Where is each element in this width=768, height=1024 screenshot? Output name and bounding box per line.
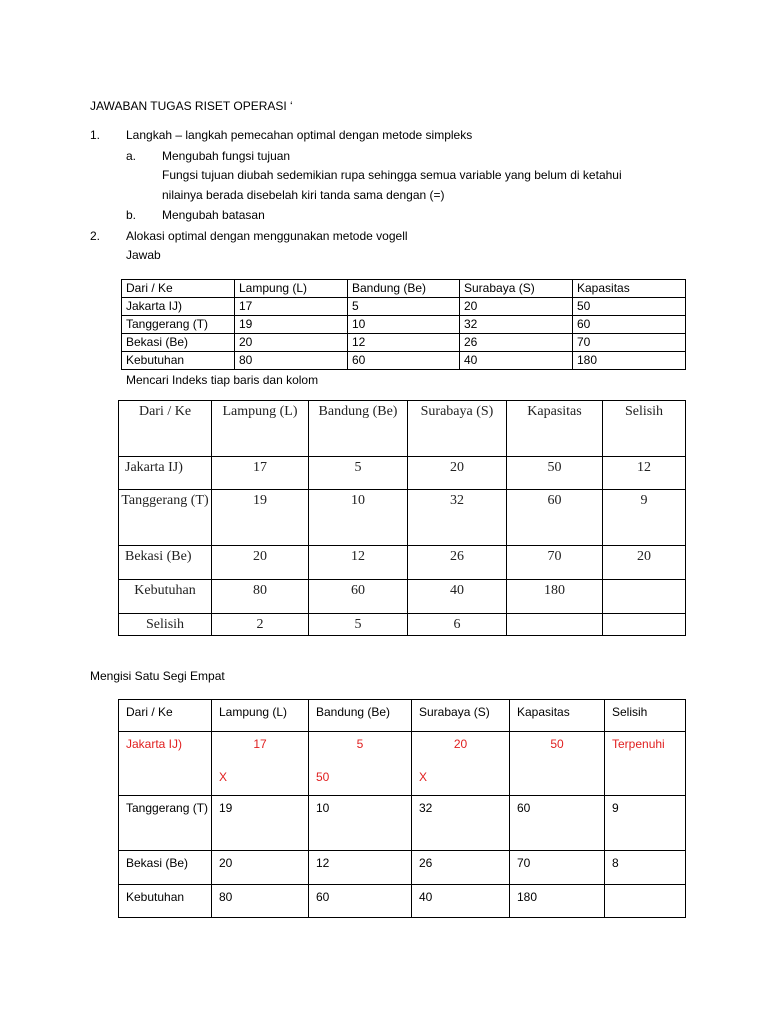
table-cell: 6 — [408, 614, 507, 636]
table-cell: 26 — [412, 851, 510, 885]
header-cell: Kapasitas — [510, 700, 605, 732]
table-cell: 40 — [460, 352, 573, 370]
table-cell: 9 — [603, 490, 686, 546]
table-header-row — [119, 401, 686, 457]
jawab-label: Jawab — [126, 248, 161, 262]
table-cell: Kebutuhan — [119, 580, 212, 614]
table-cell: 80 — [235, 352, 348, 370]
table-cell: 19 — [235, 316, 348, 334]
table-cell: Selisih — [119, 614, 212, 636]
table-cell — [605, 885, 686, 918]
table-cell: 19 — [212, 796, 309, 851]
table-cell — [603, 614, 686, 636]
table-row — [119, 490, 686, 546]
table-cell: 10 — [309, 796, 412, 851]
table-cell: 5 — [348, 298, 460, 316]
table-cell: 5 — [309, 457, 408, 490]
table-cell: 12 — [603, 457, 686, 490]
table-cell: 20 — [408, 457, 507, 490]
header-cell: Lampung (L) — [212, 401, 309, 457]
cell-value: 17 — [253, 737, 267, 751]
table-cell: Kebutuhan — [119, 885, 212, 918]
cell-value: 20 — [453, 737, 468, 751]
table-cell: Kebutuhan — [122, 352, 235, 370]
table-cell: 9 — [605, 796, 686, 851]
header-cell: Bandung (Be) — [348, 280, 460, 298]
header-cell: Dari / Ke — [119, 700, 212, 732]
table-cell: 32 — [460, 316, 573, 334]
table-cell: 70 — [510, 851, 605, 885]
table-cell: 17 — [235, 298, 348, 316]
table-cell: 60 — [507, 490, 603, 546]
table-cell: Tanggerang (T) — [119, 490, 212, 546]
table-cell: Tanggerang (T) — [122, 316, 235, 334]
table-cell: 70 — [507, 546, 603, 580]
table-cell: 26 — [408, 546, 507, 580]
header-cell: Dari / Ke — [122, 280, 235, 298]
table-cell: 32 — [408, 490, 507, 546]
section-subtitle-fill: Mengisi Satu Segi Empat — [90, 669, 225, 683]
header-cell: Bandung (Be) — [309, 401, 408, 457]
table-cell: 80 — [212, 885, 309, 918]
table-cell — [412, 732, 510, 796]
table-row — [122, 334, 686, 352]
header-cell: Selisih — [603, 401, 686, 457]
header-cell: Lampung (L) — [212, 700, 309, 732]
header-cell: Bandung (Be) — [309, 700, 412, 732]
index-table — [118, 400, 686, 636]
x-mark: X — [419, 770, 428, 784]
table-cell: 40 — [412, 885, 510, 918]
table-cell: 180 — [510, 885, 605, 918]
table-row — [119, 796, 686, 851]
table-cell: 8 — [605, 851, 686, 885]
table-cell — [212, 732, 309, 796]
table-cell: 26 — [460, 334, 573, 352]
table-cell: Bekasi (Be) — [119, 546, 212, 580]
table-cell: 10 — [309, 490, 408, 546]
item-a-text: Mengubah fungsi tujuan — [162, 149, 291, 163]
paragraph-line-2: nilainya berada disebelah kiri tanda sama dengan (=) — [162, 188, 445, 202]
table-cell: Bekasi (Be) — [119, 851, 212, 885]
item-a-number: a. — [126, 149, 137, 163]
table-cell: 50 — [507, 457, 603, 490]
header-cell: Kapasitas — [573, 280, 686, 298]
table-row — [122, 352, 686, 370]
table-cell: 19 — [212, 490, 309, 546]
header-cell: Selisih — [605, 700, 686, 732]
table-row — [119, 580, 686, 614]
header-cell: Lampung (L) — [235, 280, 348, 298]
item-1-text: Langkah – langkah pemecahan optimal dengan metode simpleks — [126, 128, 473, 142]
table-cell — [507, 614, 603, 636]
table-cell: Jakarta IJ) — [122, 298, 235, 316]
table-cell: 80 — [212, 580, 309, 614]
allocation-table — [118, 699, 686, 918]
item-1-number: 1. — [90, 128, 101, 142]
table-cell: 20 — [603, 546, 686, 580]
item-b-number: b. — [126, 208, 137, 222]
table-row — [119, 885, 686, 918]
table-cell — [309, 732, 412, 796]
paragraph-line-1: Fungsi tujuan diubah sedemikian rupa sehingga semua variable yang belum di ketahui — [162, 168, 622, 182]
table-cell: 12 — [348, 334, 460, 352]
header-cell: Surabaya (S) — [460, 280, 573, 298]
table-cell — [603, 580, 686, 614]
table-cell: 60 — [510, 796, 605, 851]
table-cell: 40 — [408, 580, 507, 614]
table-row-highlighted — [119, 732, 686, 796]
table-cell: 20 — [460, 298, 573, 316]
table-row — [119, 457, 686, 490]
cell-value: 50 — [550, 737, 564, 751]
table-cell: 60 — [309, 580, 408, 614]
table-cell: 10 — [348, 316, 460, 334]
header-cell: Dari / Ke — [119, 401, 212, 457]
table-cell: 20 — [235, 334, 348, 352]
table-cell: Bekasi (Be) — [122, 334, 235, 352]
table-header-row — [122, 280, 686, 298]
table-cell: 20 — [212, 546, 309, 580]
table-cell: Tanggerang (T) — [119, 796, 212, 851]
item-b-text: Mengubah batasan — [162, 208, 265, 222]
table-cell: 50 — [573, 298, 686, 316]
table-cell: 60 — [573, 316, 686, 334]
table-cell: 12 — [309, 851, 412, 885]
item-2-number: 2. — [90, 229, 101, 243]
table-cell: 5 — [309, 614, 408, 636]
table-row — [119, 614, 686, 636]
table-cell: 12 — [309, 546, 408, 580]
header-cell: Surabaya (S) — [408, 401, 507, 457]
table-cell — [510, 732, 605, 796]
table-row — [122, 298, 686, 316]
table-cell: 180 — [573, 352, 686, 370]
table-cell: Jakarta IJ) — [119, 457, 212, 490]
header-cell: Kapasitas — [507, 401, 603, 457]
table-cell: Jakarta IJ) — [119, 732, 212, 796]
section-subtitle-index: Mencari Indeks tiap baris dan kolom — [126, 373, 319, 387]
item-2-text: Alokasi optimal dengan menggunakan metode vogell — [126, 229, 408, 243]
table-cell: 2 — [212, 614, 309, 636]
cost-table — [121, 279, 686, 370]
table-header-row — [119, 700, 686, 732]
table-row — [122, 316, 686, 334]
header-cell: Surabaya (S) — [412, 700, 510, 732]
table-cell: 70 — [573, 334, 686, 352]
table-cell: 180 — [507, 580, 603, 614]
document-title: JAWABAN TUGAS RISET OPERASI ‘ — [90, 99, 293, 113]
allocation-mark: 50 — [316, 770, 330, 784]
x-mark: X — [219, 770, 228, 784]
table-row — [119, 546, 686, 580]
table-row — [119, 851, 686, 885]
table-cell: 60 — [309, 885, 412, 918]
table-cell: 60 — [348, 352, 460, 370]
table-cell: 20 — [212, 851, 309, 885]
status-cell: Terpenuhi — [605, 732, 686, 796]
table-cell: 17 — [212, 457, 309, 490]
cell-value: 5 — [356, 737, 364, 751]
table-cell: 32 — [412, 796, 510, 851]
